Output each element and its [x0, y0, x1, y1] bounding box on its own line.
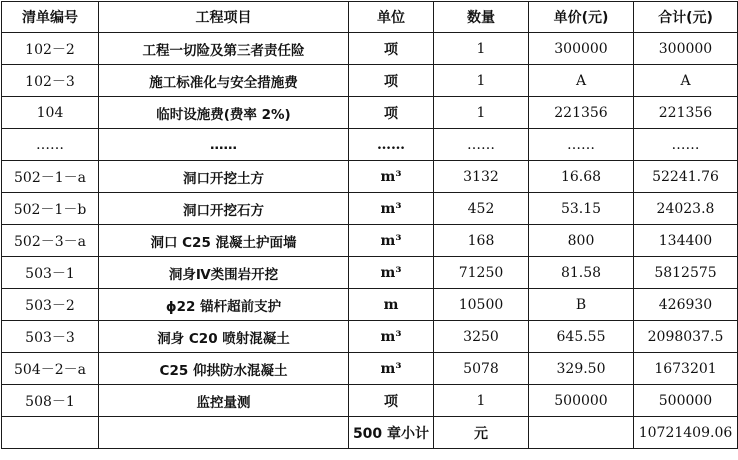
cell-unit: …… [349, 129, 434, 161]
cell-quantity: 3250 [434, 321, 529, 353]
cell-unit-price: 300000 [529, 33, 634, 65]
cell-code: 502－3－a [2, 225, 99, 257]
cell-item: C25 仰拱防水混凝土 [99, 353, 349, 385]
cell-total: 300000 [634, 33, 738, 65]
subtotal-blank [2, 417, 99, 449]
cell-unit-price: 53.15 [529, 193, 634, 225]
cell-item: 工程一切险及第三者责任险 [99, 33, 349, 65]
cell-unit: m³ [349, 353, 434, 385]
cell-quantity: …… [434, 129, 529, 161]
table-row [2, 193, 738, 225]
cell-quantity: 71250 [434, 257, 529, 289]
cell-total: 2098037.5 [634, 321, 738, 353]
subtotal-row [2, 417, 738, 449]
cell-total: 24023.8 [634, 193, 738, 225]
cell-quantity: 1 [434, 97, 529, 129]
cell-item: …… [99, 129, 349, 161]
cell-total: …… [634, 129, 738, 161]
cell-code: 104 [2, 97, 99, 129]
cell-item: 洞身Ⅳ类围岩开挖 [99, 257, 349, 289]
quantities-table [1, 1, 738, 449]
subtotal-label: 500 章小计 [349, 417, 434, 449]
cell-unit-price: 500000 [529, 385, 634, 417]
cell-unit-price: 645.55 [529, 321, 634, 353]
header-unit-price: 单价(元) [529, 2, 634, 33]
header-quantity: 数量 [434, 2, 529, 33]
cell-total: A [634, 65, 738, 97]
cell-unit-price: 16.68 [529, 161, 634, 193]
cell-quantity: 168 [434, 225, 529, 257]
cell-code: 102－3 [2, 65, 99, 97]
cell-unit: m³ [349, 257, 434, 289]
cell-item: 洞口 C25 混凝土护面墙 [99, 225, 349, 257]
cell-code: 503－1 [2, 257, 99, 289]
cell-unit: m³ [349, 321, 434, 353]
table-row [2, 225, 738, 257]
cell-unit-price: 800 [529, 225, 634, 257]
table-row [2, 161, 738, 193]
subtotal-unit: 元 [434, 417, 529, 449]
cell-item: 监控量测 [99, 385, 349, 417]
cell-unit: 项 [349, 385, 434, 417]
cell-unit-price: …… [529, 129, 634, 161]
table-row [2, 257, 738, 289]
cell-unit: m³ [349, 193, 434, 225]
table-row [2, 289, 738, 321]
cell-unit-price: 329.50 [529, 353, 634, 385]
table-row [2, 65, 738, 97]
subtotal-total: 10721409.06 [634, 417, 738, 449]
cell-quantity: 1 [434, 33, 529, 65]
bill-of-quantities [1, 1, 738, 449]
header-item-name: 工程项目 [99, 2, 349, 33]
cell-total: 134400 [634, 225, 738, 257]
cell-unit: m [349, 289, 434, 321]
cell-quantity: 1 [434, 385, 529, 417]
cell-item: 洞身 C20 喷射混凝土 [99, 321, 349, 353]
table-row [2, 321, 738, 353]
cell-unit: m³ [349, 161, 434, 193]
cell-unit-price: 81.58 [529, 257, 634, 289]
table-row [2, 353, 738, 385]
cell-total: 426930 [634, 289, 738, 321]
cell-unit-price: A [529, 65, 634, 97]
cell-total: 5812575 [634, 257, 738, 289]
header-unit: 单位 [349, 2, 434, 33]
cell-quantity: 5078 [434, 353, 529, 385]
cell-item: ϕ22 锚杆超前支护 [99, 289, 349, 321]
cell-code: 502－1－b [2, 193, 99, 225]
cell-total: 500000 [634, 385, 738, 417]
cell-code: 504－2－a [2, 353, 99, 385]
cell-code: …… [2, 129, 99, 161]
subtotal-blank [99, 417, 349, 449]
cell-code: 502－1－a [2, 161, 99, 193]
table-row [2, 385, 738, 417]
cell-code: 102－2 [2, 33, 99, 65]
cell-item: 洞口开挖土方 [99, 161, 349, 193]
cell-unit: m³ [349, 225, 434, 257]
table-row-ellipsis [2, 129, 738, 161]
cell-total: 52241.76 [634, 161, 738, 193]
cell-unit-price: B [529, 289, 634, 321]
table-row [2, 97, 738, 129]
cell-quantity: 1 [434, 65, 529, 97]
cell-quantity: 3132 [434, 161, 529, 193]
cell-item: 施工标准化与安全措施费 [99, 65, 349, 97]
cell-unit: 项 [349, 33, 434, 65]
table-row [2, 33, 738, 65]
cell-unit-price: 221356 [529, 97, 634, 129]
header-row [2, 2, 738, 33]
cell-total: 1673201 [634, 353, 738, 385]
subtotal-blank [529, 417, 634, 449]
cell-code: 508－1 [2, 385, 99, 417]
cell-code: 503－3 [2, 321, 99, 353]
cell-unit: 项 [349, 65, 434, 97]
cell-quantity: 452 [434, 193, 529, 225]
cell-total: 221356 [634, 97, 738, 129]
cell-unit: 项 [349, 97, 434, 129]
cell-quantity: 10500 [434, 289, 529, 321]
cell-item: 临时设施费(费率 2%) [99, 97, 349, 129]
header-item-code: 清单编号 [2, 2, 99, 33]
header-total: 合计(元) [634, 2, 738, 33]
cell-item: 洞口开挖石方 [99, 193, 349, 225]
cell-code: 503－2 [2, 289, 99, 321]
